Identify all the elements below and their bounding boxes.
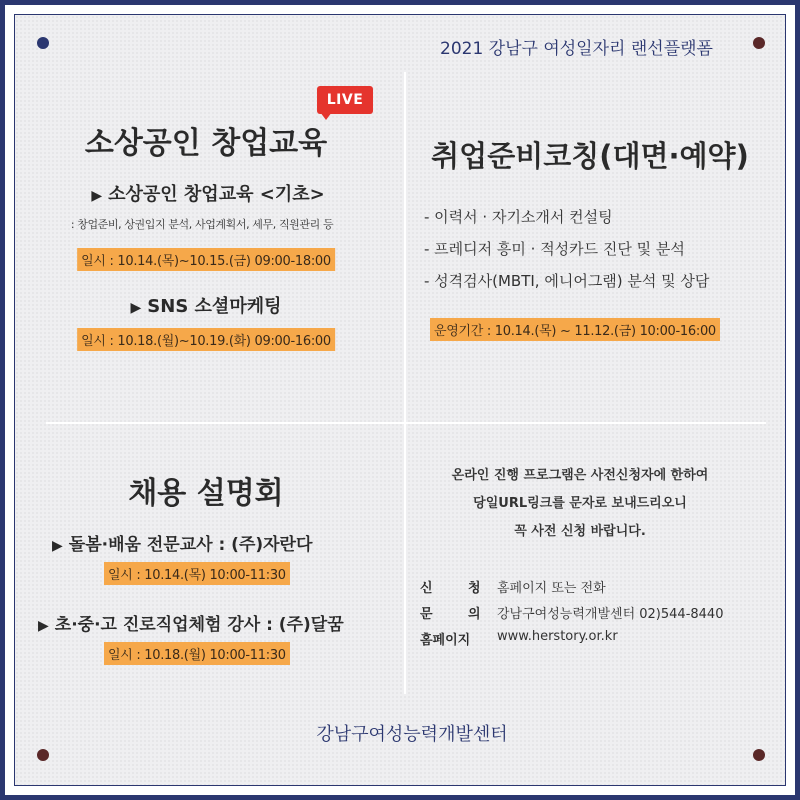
notice-line-2: 당일URL링크를 문자로 보내드리오니 [473, 496, 687, 511]
coaching-item-2: - 프레디저 흥미 · 적성카드 진단 및 분석 [424, 240, 685, 258]
corner-dot-bottom-right [753, 749, 765, 761]
coaching-item-3: - 성격검사(MBTI, 에니어그램) 분석 및 상담 [424, 272, 710, 290]
briefing-item-2 [38, 610, 344, 635]
course2-date: 일시 : 10.18.(월)~10.19.(화) 09:00-16:00 [77, 328, 335, 351]
homepage-url[interactable]: www.herstory.or.kr [497, 629, 618, 644]
apply-label-a: 신 [420, 581, 433, 596]
startup-education-title: 소상공인 창업교육 [84, 126, 328, 161]
course1-name-text: 소상공인 창업교육 <기초> [108, 184, 325, 205]
apply-value: 홈페이지 또는 전화 [497, 581, 606, 596]
notice-line-1: 온라인 진행 프로그램은 사전신청자에 한하여 [451, 468, 709, 483]
corner-dot-top-left [37, 37, 49, 49]
coaching-item-1: - 이력서 · 자기소개서 컨설팅 [424, 208, 613, 226]
recruitment-briefing-title: 채용 설명회 [128, 476, 284, 511]
inquiry-label-a: 문 [420, 607, 433, 622]
live-badge: LIVE [317, 86, 373, 114]
course1-name [91, 180, 324, 206]
briefing-item-2-text: 초·중·고 진로직업체험 강사 : (주)달꿈 [54, 615, 344, 635]
briefing-item-1-text: 돌봄·배움 전문교사 : (주)자란다 [68, 535, 313, 555]
play-arrow-icon: ▶ [130, 300, 142, 316]
apply-label-b: 청 [468, 581, 481, 596]
vertical-divider [404, 72, 406, 694]
notice-line-3: 꼭 사전 신청 바랍니다. [514, 524, 646, 539]
header-title: 2021 강남구 여성일자리 랜선플랫폼 [440, 39, 713, 59]
course2-name [131, 292, 282, 318]
corner-dot-top-right [753, 37, 765, 49]
briefing-item-2-date: 일시 : 10.18.(월) 10:00-11:30 [104, 642, 290, 665]
inquiry-label-b: 의 [468, 607, 481, 622]
play-arrow-icon: ▶ [91, 188, 103, 204]
play-arrow-icon: ▶ [52, 538, 63, 554]
play-arrow-icon: ▶ [38, 618, 49, 634]
horizontal-divider [46, 422, 766, 424]
operation-period: 운영기간 : 10.14.(목) ~ 11.12.(금) 10:00-16:00 [430, 318, 720, 341]
briefing-item-1-date: 일시 : 10.14.(목) 10:00-11:30 [104, 562, 290, 585]
briefing-item-1 [52, 530, 312, 555]
corner-dot-bottom-left [37, 749, 49, 761]
inquiry-value: 강남구여성능력개발센터 02)544-8440 [497, 607, 724, 622]
course1-date: 일시 : 10.14.(목)~10.15.(금) 09:00-18:00 [77, 248, 335, 271]
course2-name-text: SNS 소셜마케팅 [147, 296, 282, 317]
job-coaching-title: 취업준비코칭(대면·예약) [431, 139, 749, 173]
footer-organization: 강남구여성능력개발센터 [316, 724, 508, 745]
homepage-label: 홈페이지 [420, 633, 471, 648]
course1-description: : 창업준비, 상권입지 분석, 사업계획서, 세무, 직원관리 등 [70, 218, 334, 231]
